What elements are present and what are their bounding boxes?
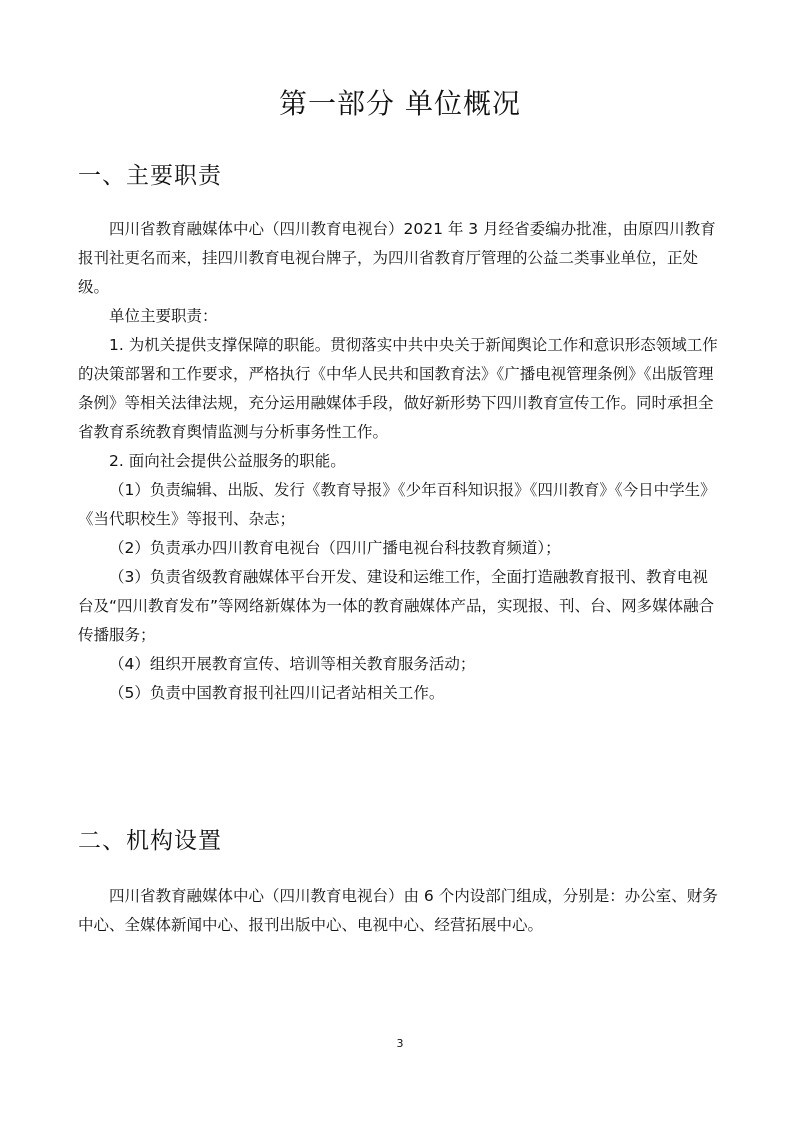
page-title: 第一部分 单位概况 xyxy=(279,87,521,120)
responsibilities-body xyxy=(78,215,723,708)
paragraph-duty-2-item-2: （2）负责承办四川教育电视台（四川广播电视台科技教育频道）； xyxy=(109,539,561,557)
paragraph-duty-2: 2. 面向社会提供公益服务的职能。 xyxy=(109,452,346,470)
organization-body xyxy=(78,882,723,940)
section-heading-responsibilities: 一、主要职责 xyxy=(78,163,222,189)
paragraph-duty-2-item-1: （1）负责编辑、出版、发行《教育导报》《少年百科知识报》《四川教育》《今日中学生》《当代职校生》等报刊、杂志； xyxy=(78,481,716,528)
paragraph-organization: 四川省教育融媒体中心（四川教育电视台）由 6 个内设部门组成，分别是：办公室、财务中心、全媒体新闻中心、报刊出版中心、电视中心、经营拓展中心。 xyxy=(78,887,718,934)
paragraph-duty-1: 1. 为机关提供支撑保障的职能。贯彻落实中共中央关于新闻舆论工作和意识形态领域工作的决策部署和工作要求，严格执行《中华人民共和国教育法》《广播电视管理条例》《出版管理条例》等相关法律法规，充分运用融媒体手段，做好新形势下四川教育宣传工作。同时承担全省教育系统教育舆情监测与分析事务性工作。 xyxy=(78,336,718,441)
paragraph-duty-2-item-5: （5）负责中国教育报刊社四川记者站相关工作。 xyxy=(109,684,445,702)
paragraph-duty-2-item-4: （4）组织开展教育宣传、培训等相关教育服务活动； xyxy=(109,655,476,673)
paragraph-duties-intro: 单位主要职责： xyxy=(109,307,218,325)
paragraph-overview: 四川省教育融媒体中心（四川教育电视台）2021 年 3 月经省委编办批准，由原四川教育报刊社更名而来，挂四川教育电视台牌子，为四川省教育厅管理的公益二类事业单位，正处级。 xyxy=(78,220,716,296)
paragraph-duty-2-item-3: （3）负责省级教育融媒体平台开发、建设和运维工作，全面打造融教育报刊、教育电视台及“四川教育发布”等网络新媒体为一体的教育融媒体产品，实现报、刊、台、网多媒体融合传播服务； xyxy=(78,568,715,644)
section-heading-organization: 二、机构设置 xyxy=(78,828,222,854)
page-number: 3 xyxy=(396,1037,404,1050)
